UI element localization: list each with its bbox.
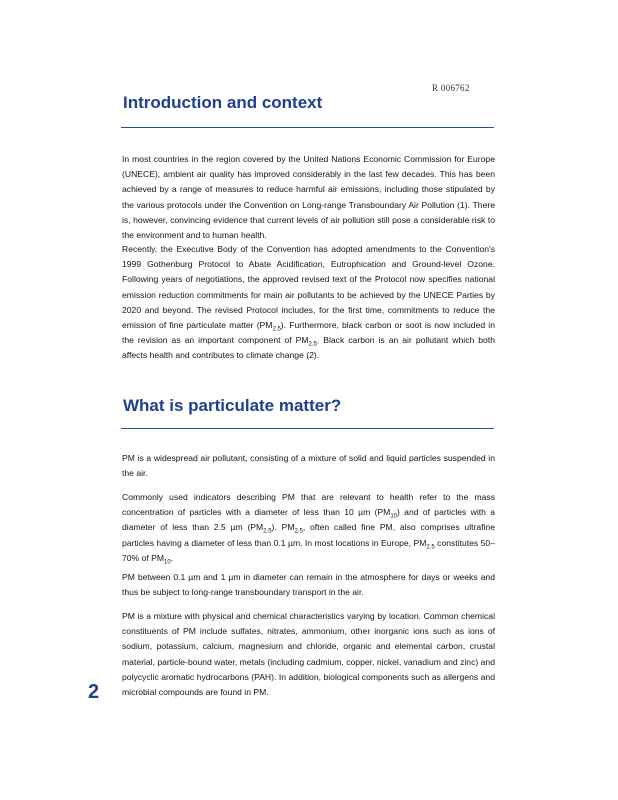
pm-paragraph-4: PM is a mixture with physical and chemical characteristics varying by location. Common chemical constituents of PM include sulfates, nitrates, ammonium, other inorganic ions such as ions of sodium, potassium, calcium, magnesium and chloride, organic and elemental carbon, crustal material, particle-bound water, metals (including cadmium, copper, nickel, vanadium and zinc) and polycyclic aromatic hydrocarbons (PAH). In addition, biological components such as allergens and microbial compounds are found in PM. [122, 611, 495, 698]
pm-paragraph-1: PM is a widespread air pollutant, consisting of a mixture of solid and liquid particles suspended in the air. [122, 453, 495, 479]
document-reference: R 006762 [432, 83, 470, 93]
heading-divider [121, 428, 494, 429]
heading-divider [121, 127, 494, 128]
section-heading-particulate-matter: What is particulate matter? [123, 396, 342, 415]
section-heading-introduction: Introduction and context [123, 93, 323, 112]
pm-paragraph-2: Commonly used indicators describing PM that are relevant to health refer to the mass concentration of particles with a diameter of less than 10 µm $(PM_{10})$ and of particles with a diameter of less than 2.5 µm $(PM_{2.5})$. $PM_{2.5}$, often called fine PM, also comprises ultrafine particles having a diameter of less than 0.1 µm. In most locations in Europe, $PM_{2.5}$ constitutes 50–70% of $PM_{10}$. [122, 492, 495, 566]
pm-paragraph-3: PM between 0.1 µm and 1 µm in diameter can remain in the atmosphere for days or weeks and thus be subject to long-range transboundary transport in the air. [122, 572, 495, 598]
intro-paragraph-2: Recently, the Executive Body of the Convention has adopted amendments to the Convention's 1999 Gothenburg Protocol to Abate Acidification, Eutrophication and Ground-level Ozone. Following years of negotiations, the approved revised text of the Protocol now specifies national emission reduction commitments for main air pollutants to be achieved by the UNECE Parties by 2020 and beyond. The revised Protocol includes, for the first time, commitments to reduce the emission of fine particulate matter $(PM_{2.5})$. Furthermore, black carbon or soot is now included in the revision as an important component of $PM_{2.5}$. Black carbon is an air pollutant which both affects health and contributes to climate change (2). [122, 244, 495, 361]
page-number: 2 [88, 681, 100, 703]
intro-paragraph-1: In most countries in the region covered by the United Nations Economic Commission for Europe (UNECE), ambient air quality has improved considerably in the last few decades. This has been achieved by a range of measures to reduce harmful air emissions, including those stipulated by the various protocols under the Convention on Long-range Transboundary Air Pollution (1). There is, however, convincing evidence that current levels of air pollution still pose a considerable risk to the environment and to human health. [122, 154, 495, 241]
